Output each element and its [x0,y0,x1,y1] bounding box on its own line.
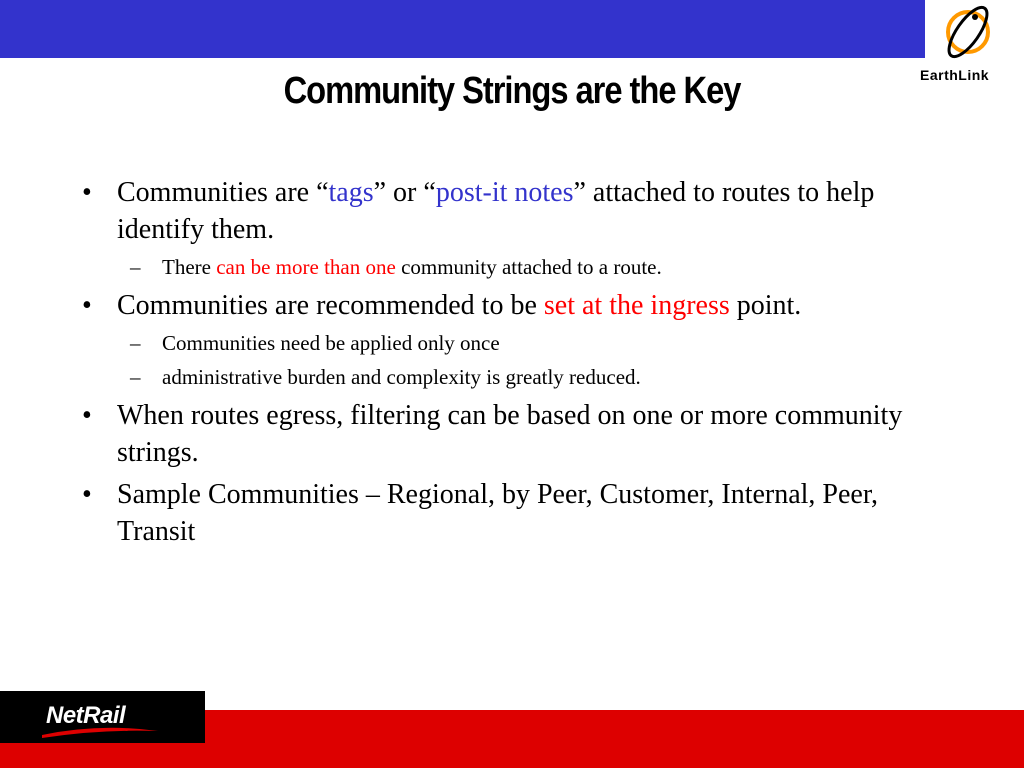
highlight-tags: tags [328,177,374,208]
highlight-post-it-notes: post-it notes [435,177,574,208]
header-bar [0,0,925,58]
bullet-1: • Communities are “tags” or “post-it notes” attached to routes to help identify them. [78,174,958,248]
netrail-logo [0,691,205,743]
sub-bullet-2-1: – Communities need be applied only once [78,329,958,357]
netrail-wordmark: NetRail [46,702,126,729]
earthlink-wordmark: EarthLink [920,67,990,83]
highlight-ingress: set at the ingress [543,290,730,321]
sub-bullet-1-1: – There can be more than one community attached to a route. [78,253,958,281]
bullet-2: • Communities are recommended to be set at the ingress point. [78,287,958,324]
bullet-4: • Sample Communities – Regional, by Peer, Customer, Internal, Peer, Transit [78,476,958,550]
earthlink-orbit-icon [938,2,1000,64]
bullet-3: • When routes egress, filtering can be based on one or more community strings. [78,397,958,471]
slide-title: Community Strings are the Key [283,70,741,112]
highlight-more-than-one: can be more than one [216,255,396,279]
slide-content [78,174,958,555]
sub-bullet-2-2: – administrative burden and complexity is greatly reduced. [78,363,958,391]
netrail-swoosh-icon [40,725,160,739]
